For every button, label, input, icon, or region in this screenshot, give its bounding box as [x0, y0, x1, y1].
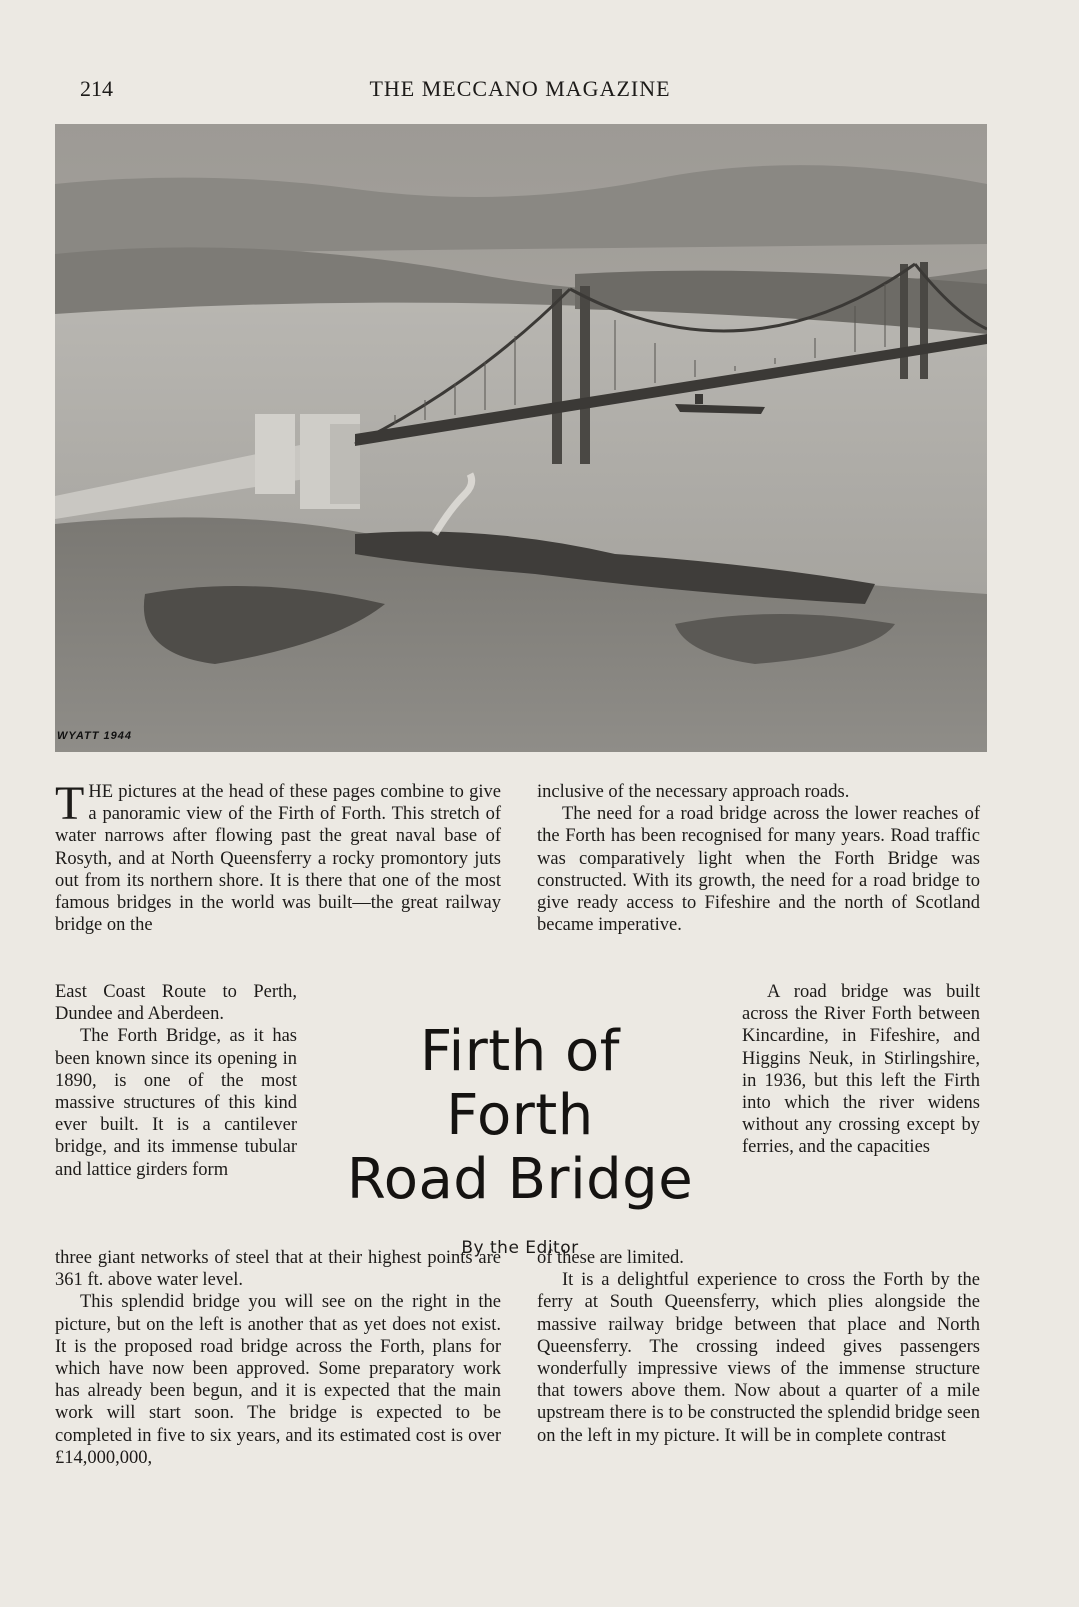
proposed-bridge-paragraph: This splendid bridge you will see on the right in the picture, but on the left is another that as yet does not exist. It is the proposed road bridge across the Forth, plans for which have now been approved. Some preparatory work has already been begun, and it is expected that the main work will start soon. The bridge is expected to be completed in five to six years, and its estimated cost is over £14,000,000,	[55, 1292, 501, 1468]
page-header	[0, 76, 1079, 110]
intro-text: HE pictures at the head of these pages combine to give a panoramic view of the Firth of Forth. This stretch of water narrows after flowing past the great naval base of Rosyth, and at North Queensferry a rocky promontory juts out from its northern shore. It is there that one of the most famous bridges in the world was built—the great railway bridge on the	[55, 782, 501, 936]
right-column-top	[537, 781, 980, 936]
article-byline: By the Editor	[461, 1238, 579, 1258]
left-column-narrow	[55, 981, 297, 1181]
page-number: 214	[80, 76, 113, 101]
route-paragraph: East Coast Route to Perth, Dundee and Aberdeen.	[55, 982, 297, 1025]
right-column-bottom	[537, 1247, 980, 1447]
drop-cap: T	[55, 777, 85, 830]
article-heading	[340, 1020, 700, 1258]
left-column-bottom	[55, 1247, 501, 1469]
approach-roads-paragraph: inclusive of the necessary approach roads.	[537, 782, 850, 802]
article-title-line-1: Firth of Forth	[420, 1019, 620, 1148]
artist-signature: WYATT 1944	[57, 730, 132, 742]
bridge-illustration	[55, 124, 987, 752]
magazine-title: THE MECCANO MAGAZINE	[369, 76, 671, 101]
ferry-experience-paragraph: It is a delightful experience to cross the Forth by the ferry at South Queensferry, which plies alongside the massive railway bridge between that place and North Queensferry. The crossing indeed gives passengers wonderfully impressive views of the immense structure that towers above them. Now about a quarter of a mile upstream there is to be constructed the splendid bridge seen on the left in my picture. It will be in complete contrast	[537, 1270, 980, 1446]
bridge-painting	[55, 124, 987, 752]
left-column-top	[55, 777, 501, 936]
article-title-line-2: Road Bridge	[346, 1147, 694, 1212]
ferries-limited-paragraph: of these are limited.	[537, 1248, 684, 1268]
steel-networks-paragraph: three giant networks of steel that at their highest points are 361 ft. above water level.	[55, 1248, 501, 1291]
forth-bridge-paragraph: The Forth Bridge, as it has been known since its opening in 1890, is one of the most massive structures of this kind ever built. It is a cantilever bridge, and its immense tubular and lattice girders form	[55, 1026, 297, 1180]
kincardine-paragraph: A road bridge was built across the River Forth between Kincardine, in Fifeshire, and Higgins Neuk, in Stirlingshire, in 1936, but this left the Firth into which the river widens without any crossing except by ferries, and the capacities	[742, 982, 980, 1158]
right-column-narrow	[742, 981, 980, 1159]
intro-paragraph	[55, 777, 501, 936]
road-bridge-need-paragraph: The need for a road bridge across the lower reaches of the Forth has been recognised for many years. Road traffic was comparatively light when the Forth Bridge was constructed. With its growth, the need for a road bridge to give ready access to Fifeshire and the north of Scotland became imperative.	[537, 804, 980, 936]
